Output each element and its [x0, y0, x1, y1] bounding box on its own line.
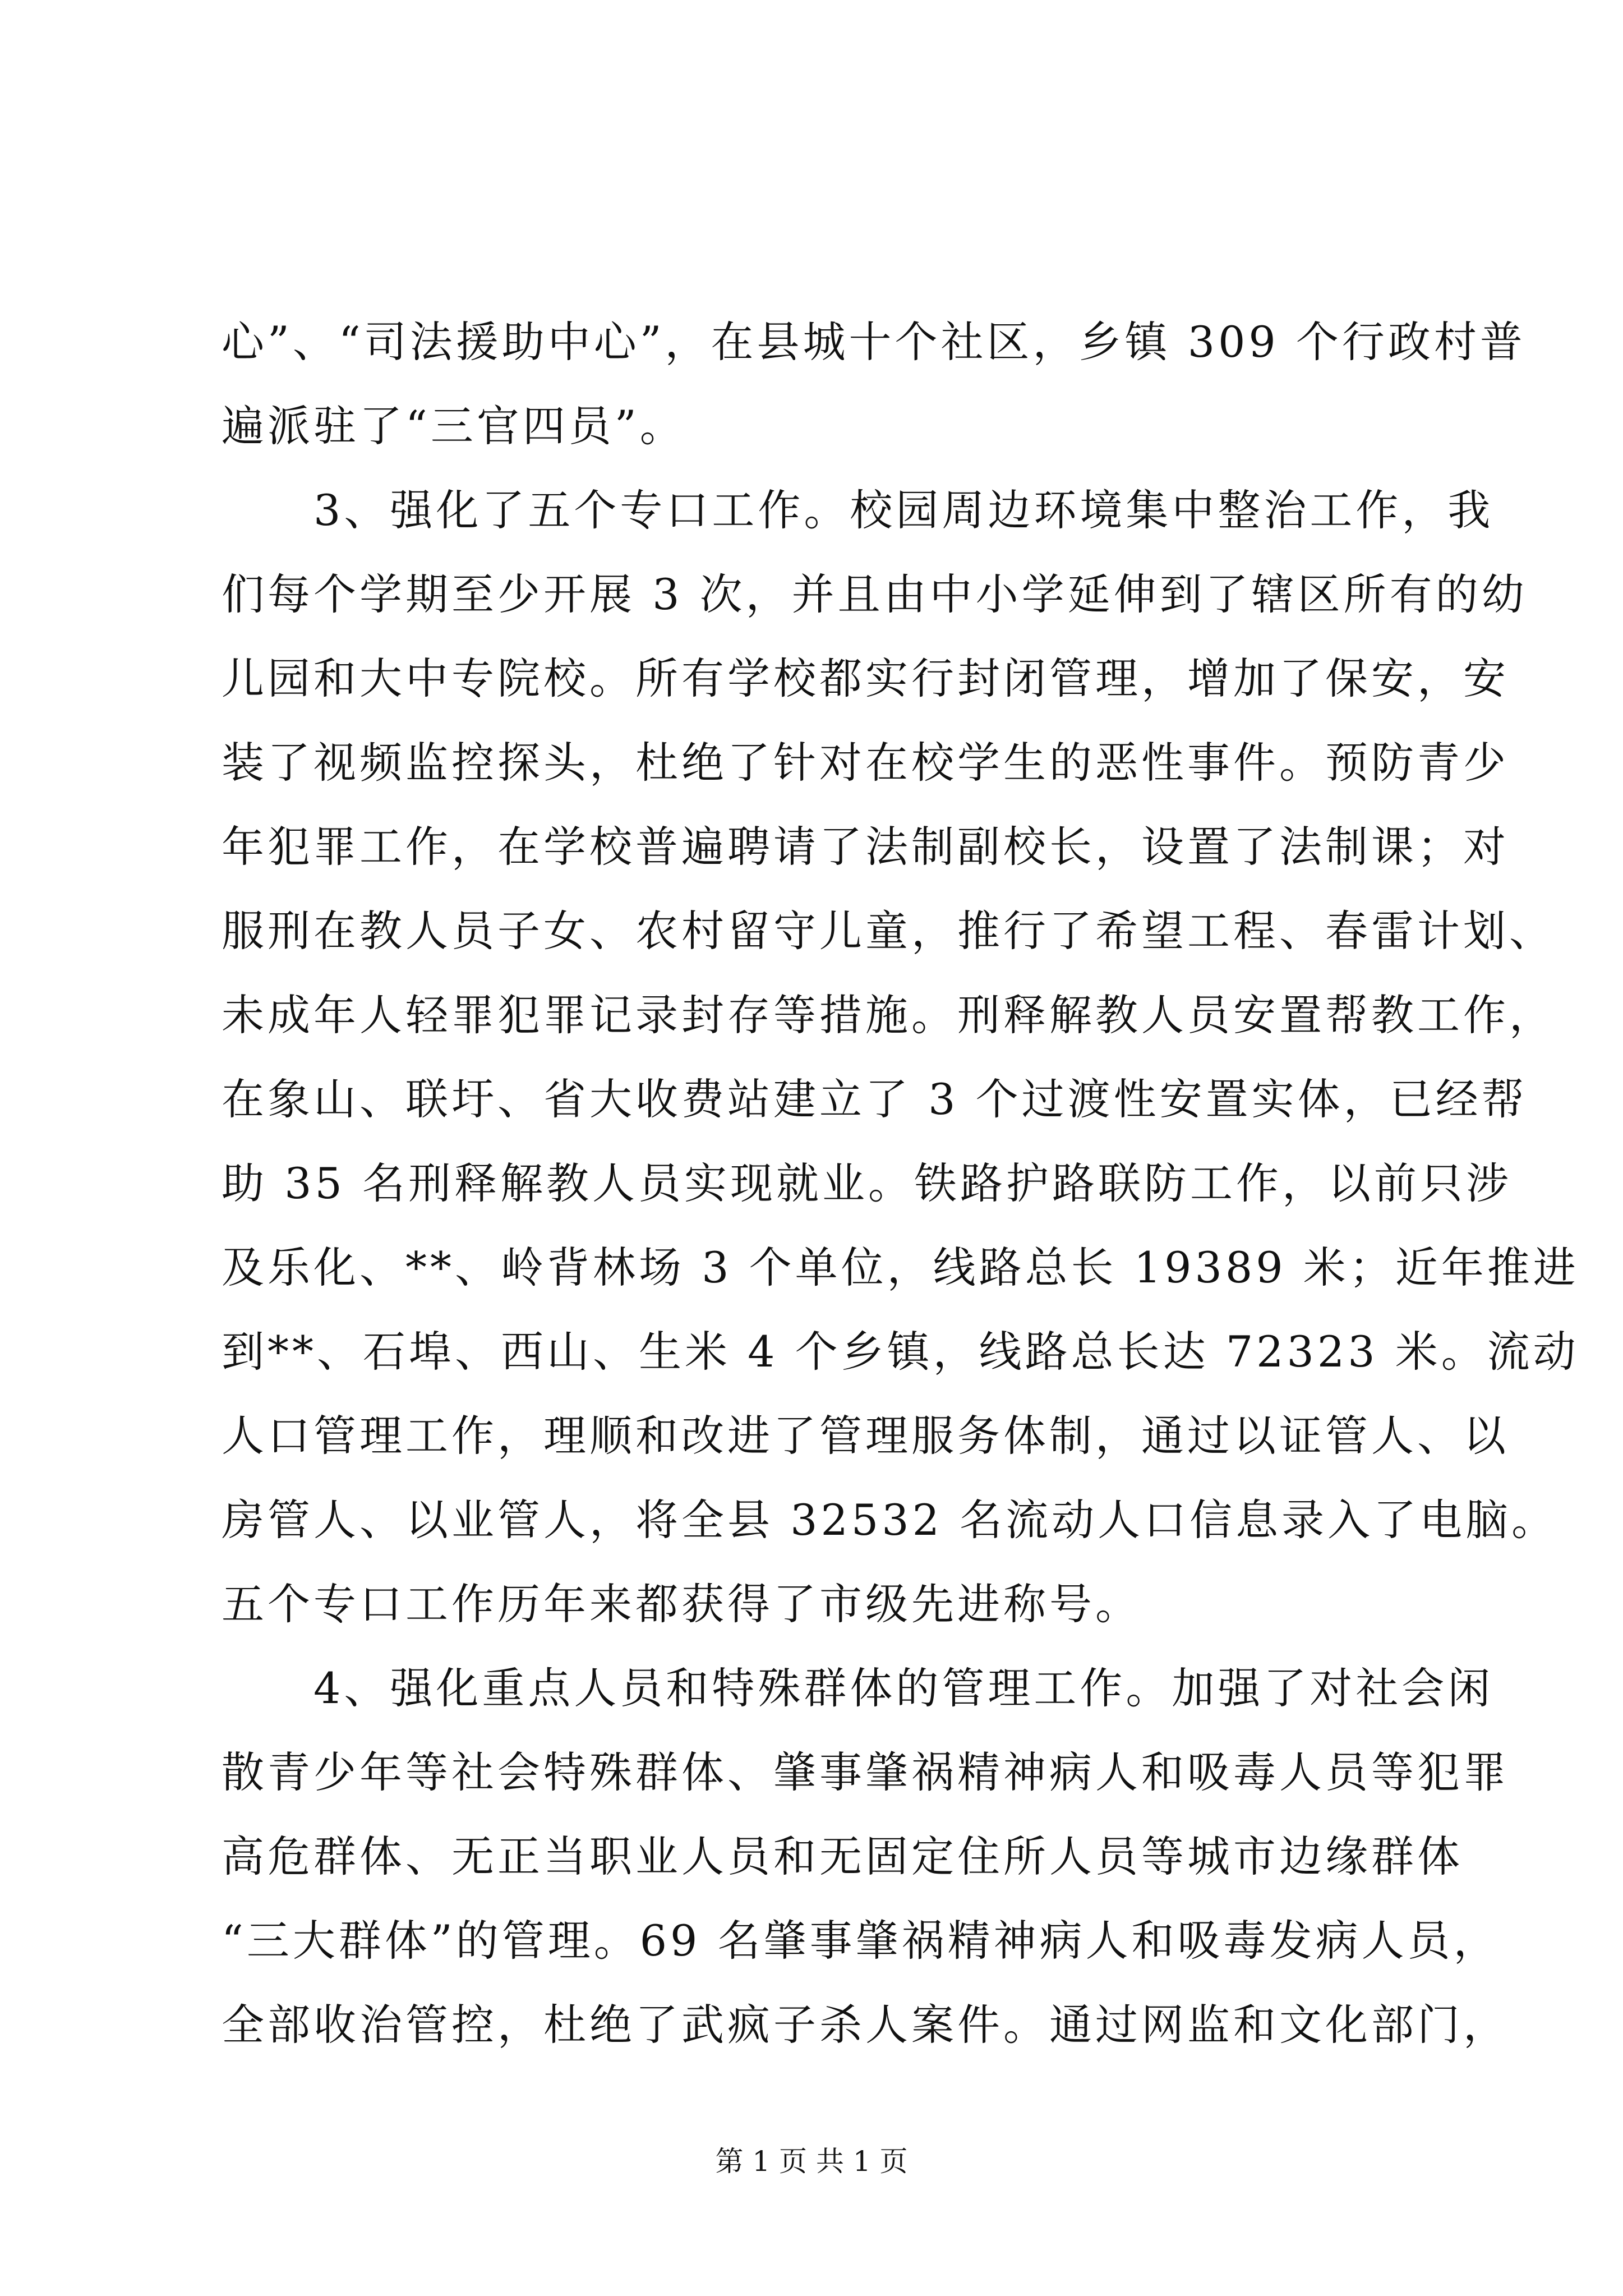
text-line: 助 35 名刑释解教人员实现就业。铁路护路联防工作，以前只涉: [222, 1158, 1513, 1208]
text-line: 高危群体、无正当职业人员和无固定住所人员等城市边缘群体: [222, 1832, 1463, 1881]
text-line: 人口管理工作，理顺和改进了管理服务体制，通过以证管人、以: [222, 1411, 1509, 1461]
text-line: 心”、“司法援助中心”，在县城十个社区，乡镇 309 个行政村普: [222, 317, 1526, 367]
text-line: 全部收治管控，杜绝了武疯子杀人案件。通过网监和文化部门，: [222, 2000, 1509, 2050]
text-line: 散青少年等社会特殊群体、肇事肇祸精神病人和吸毒人员等犯罪: [222, 1747, 1509, 1797]
text-line: 4、强化重点人员和特殊群体的管理工作。加强了对社会闲: [222, 1663, 1494, 1713]
text-line: 装了视频监控探头，杜绝了针对在校学生的恶性事件。预防青少: [222, 738, 1509, 788]
document-body: [222, 300, 1579, 2067]
page-footer: [0, 2142, 1623, 2181]
text-line: 儿园和大中专院校。所有学校都实行封闭管理，增加了保安，安: [222, 654, 1509, 703]
text-line: “三大群体”的管理。69 名肇事肇祸精神病人和吸毒发病人员，: [222, 1916, 1500, 1966]
text-line: 在象山、联圩、省大收费站建立了 3 个过渡性安置实体，已经帮: [222, 1074, 1528, 1124]
page-number-label: 第 1 页 共 1 页: [715, 2145, 908, 2178]
text-line: 3、强化了五个专口工作。校园周边环境集中整治工作，我: [222, 485, 1494, 535]
text-line: 们每个学期至少开展 3 次，并且由中小学延伸到了辖区所有的幼: [222, 569, 1528, 619]
text-line: 到**、石埠、西山、生米 4 个乡镇，线路总长达 72323 米。流动: [222, 1327, 1579, 1377]
text-line: 及乐化、**、岭背林场 3 个单位，线路总长 19389 米；近年推进: [222, 1243, 1579, 1292]
text-line: 服刑在教人员子女、农村留守儿童，推行了希望工程、春雷计划、: [222, 906, 1555, 956]
text-line: 遍派驻了“三官四员”。: [222, 401, 686, 451]
text-line: 五个专口工作历年来都获得了市级先进称号。: [222, 1579, 1141, 1629]
text-line: 年犯罪工作，在学校普遍聘请了法制副校长，设置了法制课；对: [222, 822, 1509, 872]
text-line: 未成年人轻罪犯罪记录封存等措施。刑释解教人员安置帮教工作，: [222, 990, 1555, 1040]
text-line: 房管人、以业管人，将全县 32532 名流动人口信息录入了电脑。: [222, 1495, 1558, 1545]
